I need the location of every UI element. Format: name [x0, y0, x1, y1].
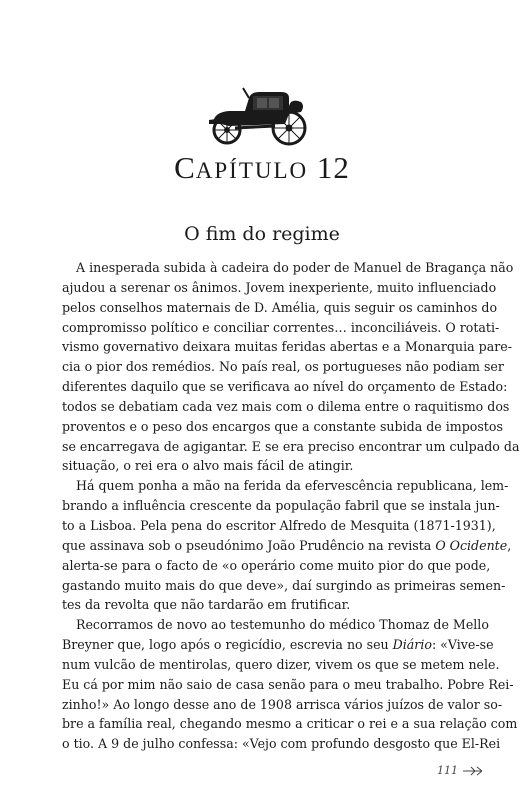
- text-line: zinho!» Ao longo desse ano de 1908 arrisca vários juízos de valor so-: [62, 696, 503, 712]
- text-line: Eu cá por mim não saio de casa senão para o meu trabalho. Pobre Rei-: [62, 676, 514, 692]
- text-line: bre a família real, chegando mesmo a criticar o rei e a sua relação com: [62, 716, 518, 732]
- text-line: gastando muito mais do que deve», daí surgindo as primeiras semen-: [62, 577, 506, 593]
- page-number: 111: [437, 764, 458, 777]
- text-line: A inesperada subida à cadeira do poder de Manuel de Bragança não: [76, 260, 514, 275]
- vintage-car-icon: [205, 84, 315, 148]
- section-title: O fim do regime: [184, 223, 340, 245]
- text-line: compromisso político e conciliar correntes… inconciliáveis. O rotati-: [62, 319, 500, 335]
- text-line: se encarregava de agigantar. E se era preciso encontrar um culpado da: [62, 438, 520, 454]
- text-segment: ,: [507, 537, 512, 553]
- chapter-number: 12: [316, 150, 350, 185]
- text-line: ajudou a serenar os ânimos. Jovem inexperiente, muito influenciado: [62, 279, 497, 295]
- chapter-heading: [0, 150, 524, 186]
- text-line: o tio. A 9 de julho confessa: «Vejo com profundo desgosto que El-Rei: [62, 736, 501, 752]
- flourish-icon: [462, 766, 484, 776]
- text-line-with-italic: [62, 536, 512, 556]
- text-line: Recorramos de novo ao testemunho do médico Thomaz de Mello: [76, 617, 489, 633]
- text-line: cia o pior dos remédios. No país real, os portugueses não podiam ser: [62, 359, 504, 375]
- page-footer: [437, 764, 484, 777]
- text-line: pelos conselhos maternais de D. Amélia, quis seguir os caminhos do: [62, 299, 498, 315]
- text-segment: Breyner que, logo após o regicídio, escrevia no seu: [62, 637, 393, 653]
- text-line: Há quem ponha a mão na ferida da efervescência republicana, lem-: [76, 478, 509, 494]
- text-line: brando a influência crescente da população fabril que se instala jun-: [62, 498, 500, 514]
- italic-title: O Ocidente: [435, 537, 508, 553]
- text-line: num vulcão de mentirolas, quero dizer, vivem os que se metem nele.: [62, 656, 500, 672]
- text-line: todos se debatiam cada vez mais com o dilema entre o raquitismo dos: [62, 398, 510, 414]
- text-line: alerta-se para o facto de «o operário come muito pior do que pode,: [62, 557, 491, 573]
- text-line: proventos e o peso dos encargos que a constante subida de impostos: [62, 418, 503, 434]
- text-segment: que assinava sob o pseudónimo João Prudêncio na revista: [62, 537, 436, 553]
- text-line: to a Lisboa. Pela pena do escritor Alfredo de Mesquita (1871-1931),: [62, 517, 496, 533]
- chapter-heading-rest: APÍTULO: [195, 158, 309, 183]
- text-line: diferentes daquilo que se verificava ao nível do orçamento de Estado:: [62, 379, 508, 395]
- text-line: situação, o rei era o alvo mais fácil de atingir.: [62, 458, 354, 474]
- text-segment: : «Vive-se: [431, 637, 494, 653]
- italic-diary: Diário: [392, 637, 432, 653]
- text-line: tes da revolta que não tardarão em frutificar.: [62, 597, 351, 613]
- text-line-with-italic: [62, 635, 494, 655]
- text-line: vismo governativo deixara muitas feridas abertas e a Monarquia pare-: [62, 339, 512, 355]
- chapter-heading-initial: C: [174, 150, 196, 185]
- body-text: [62, 258, 520, 754]
